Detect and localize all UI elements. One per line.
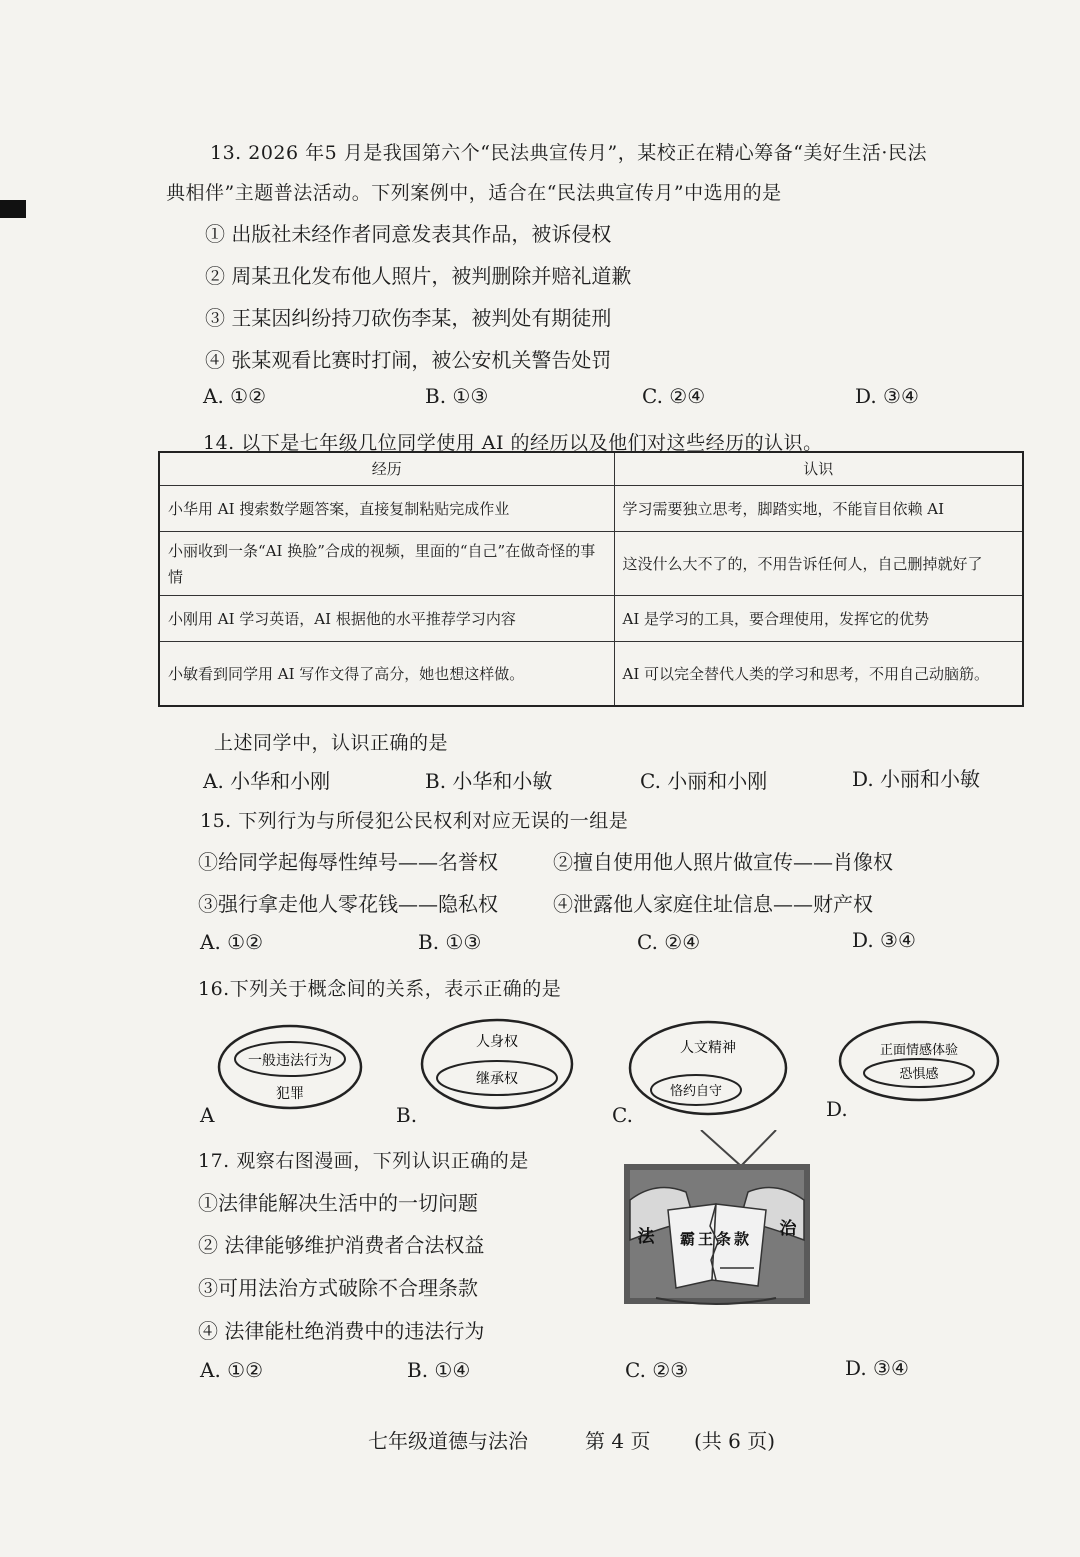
q13-option-b[interactable]: B. ①③ (425, 384, 489, 408)
diagram-b-letter: B. (396, 1103, 418, 1127)
q15-option-d[interactable]: D. ③④ (852, 928, 916, 952)
diagram-b[interactable] (418, 1016, 576, 1112)
q15-option-a[interactable]: A. ①② (200, 930, 264, 954)
diagram-d[interactable] (836, 1018, 1002, 1104)
q13-item-1: ① 出版社未经作者同意发表其作品，被诉侵权 (205, 222, 612, 246)
q14-option-d[interactable]: D. 小丽和小敏 (852, 767, 981, 791)
diagram-d-outer: 正面情感体验 (879, 1043, 959, 1058)
footer-subject: 七年级道德与法治 (368, 1429, 528, 1453)
q14-stem: 14. 以下是七年级几位同学使用 AI 的经历以及他们对这些经历的认识。 (203, 432, 823, 454)
diagram-c-inner: 恪约自守 (669, 1084, 723, 1099)
diagram-b-outer: 人身权 (476, 1034, 518, 1050)
diagram-c-outer: 人文精神 (680, 1040, 736, 1056)
q14-option-a[interactable]: A. 小华和小刚 (203, 769, 331, 793)
comic-illustration (616, 1130, 816, 1308)
footer-page-number: 第 4 页 (585, 1429, 651, 1453)
q14-question: 上述同学中，认识正确的是 (214, 732, 449, 754)
table-cell: 小丽收到一条“AI 换脸”合成的视频，里面的“自己”在做奇怪的事情 (159, 532, 614, 596)
diagram-a-letter: A (200, 1103, 215, 1127)
table-cell: 小敏看到同学用 AI 写作文得了高分，她也想这样做。 (159, 642, 614, 706)
q14-option-b[interactable]: B. 小华和小敏 (425, 769, 553, 793)
table-cell: 学习需要独立思考，脚踏实地，不能盲目依赖 AI (614, 486, 1023, 532)
table-cell: AI 是学习的工具，要合理使用，发挥它的优势 (614, 596, 1023, 642)
q17-option-c[interactable]: C. ②③ (625, 1358, 689, 1382)
q17-option-a[interactable]: A. ①② (200, 1358, 264, 1382)
table-cell: 小华用 AI 搜索数学题答案，直接复制粘贴完成作业 (159, 486, 614, 532)
q13-item-4: ④ 张某观看比赛时打闹，被公安机关警告处罚 (205, 348, 612, 372)
diagram-d-inner: 恐惧感 (899, 1067, 939, 1082)
q15-item-1: ①给同学起侮辱性绰号——名誉权 (198, 850, 498, 874)
diagram-a-outer: 犯罪 (276, 1086, 304, 1102)
q17-item-3: ③可用法治方式破除不合理条款 (198, 1276, 478, 1300)
q17-item-2: ② 法律能够维护消费者合法权益 (198, 1233, 485, 1257)
diagram-c-letter: C. (612, 1103, 633, 1127)
q13-option-d[interactable]: D. ③④ (855, 384, 919, 408)
table-cell: AI 可以完全替代人类的学习和思考，不用自己动脑筋。 (614, 642, 1023, 706)
footer-total-pages: (共 6 页) (694, 1429, 776, 1453)
binder-mark (0, 200, 26, 218)
q15-option-c[interactable]: C. ②④ (637, 930, 701, 954)
diagram-a-inner: 一般违法行为 (248, 1053, 332, 1069)
comic-left-char: 法 (637, 1227, 655, 1247)
q17-item-1: ①法律能解决生活中的一切问题 (198, 1191, 478, 1215)
table-row (159, 532, 1023, 596)
q13-stem-line1: 13. 2026 年5 月是我国第六个“民法典宣传月”，某校正在精心筹备“美好生活·民法 (210, 142, 927, 164)
q13-option-a[interactable]: A. ①② (203, 384, 267, 408)
comic-paper-text: 霸王条款 (679, 1230, 753, 1248)
table-row (159, 486, 1023, 532)
diagram-b-inner: 继承权 (476, 1071, 518, 1087)
diagram-a[interactable] (215, 1022, 365, 1112)
comic-right-char: 治 (779, 1219, 797, 1239)
q15-option-b[interactable]: B. ①③ (418, 930, 482, 954)
q13-option-c[interactable]: C. ②④ (642, 384, 706, 408)
q13-stem-line2: 典相伴”主题普法活动。下列案例中，适合在“民法典宣传月”中选用的是 (166, 182, 782, 204)
q15-stem: 15. 下列行为与所侵犯公民权利对应无误的一组是 (200, 810, 629, 832)
table-header-understanding: 认识 (614, 452, 1023, 486)
diagram-c[interactable] (626, 1018, 790, 1118)
q15-item-3: ③强行拿走他人零花钱——隐私权 (198, 892, 498, 916)
table-cell: 小刚用 AI 学习英语，AI 根据他的水平推荐学习内容 (159, 596, 614, 642)
q17-item-4: ④ 法律能杜绝消费中的违法行为 (198, 1319, 485, 1343)
table-header-experience: 经历 (159, 452, 614, 486)
table-row (159, 596, 1023, 642)
q14-table (158, 451, 1024, 707)
q13-item-3: ③ 王某因纠纷持刀砍伤李某，被判处有期徒刑 (205, 306, 612, 330)
q17-option-b[interactable]: B. ①④ (407, 1358, 471, 1382)
table-cell: 这没什么大不了的，不用告诉任何人，自己删掉就好了 (614, 532, 1023, 596)
q15-item-2: ②擅自使用他人照片做宣传——肖像权 (553, 850, 893, 874)
q17-option-d[interactable]: D. ③④ (845, 1356, 909, 1380)
q14-option-c[interactable]: C. 小丽和小刚 (640, 769, 768, 793)
diagram-d-letter: D. (826, 1097, 848, 1121)
q15-item-4: ④泄露他人家庭住址信息——财产权 (553, 892, 873, 916)
q17-stem: 17. 观察右图漫画，下列认识正确的是 (198, 1150, 529, 1172)
table-row (159, 642, 1023, 706)
q13-item-2: ② 周某丑化发布他人照片，被判删除并赔礼道歉 (205, 264, 632, 288)
table-header-row (159, 452, 1023, 486)
q16-stem: 16.下列关于概念间的关系，表示正确的是 (198, 978, 562, 1000)
